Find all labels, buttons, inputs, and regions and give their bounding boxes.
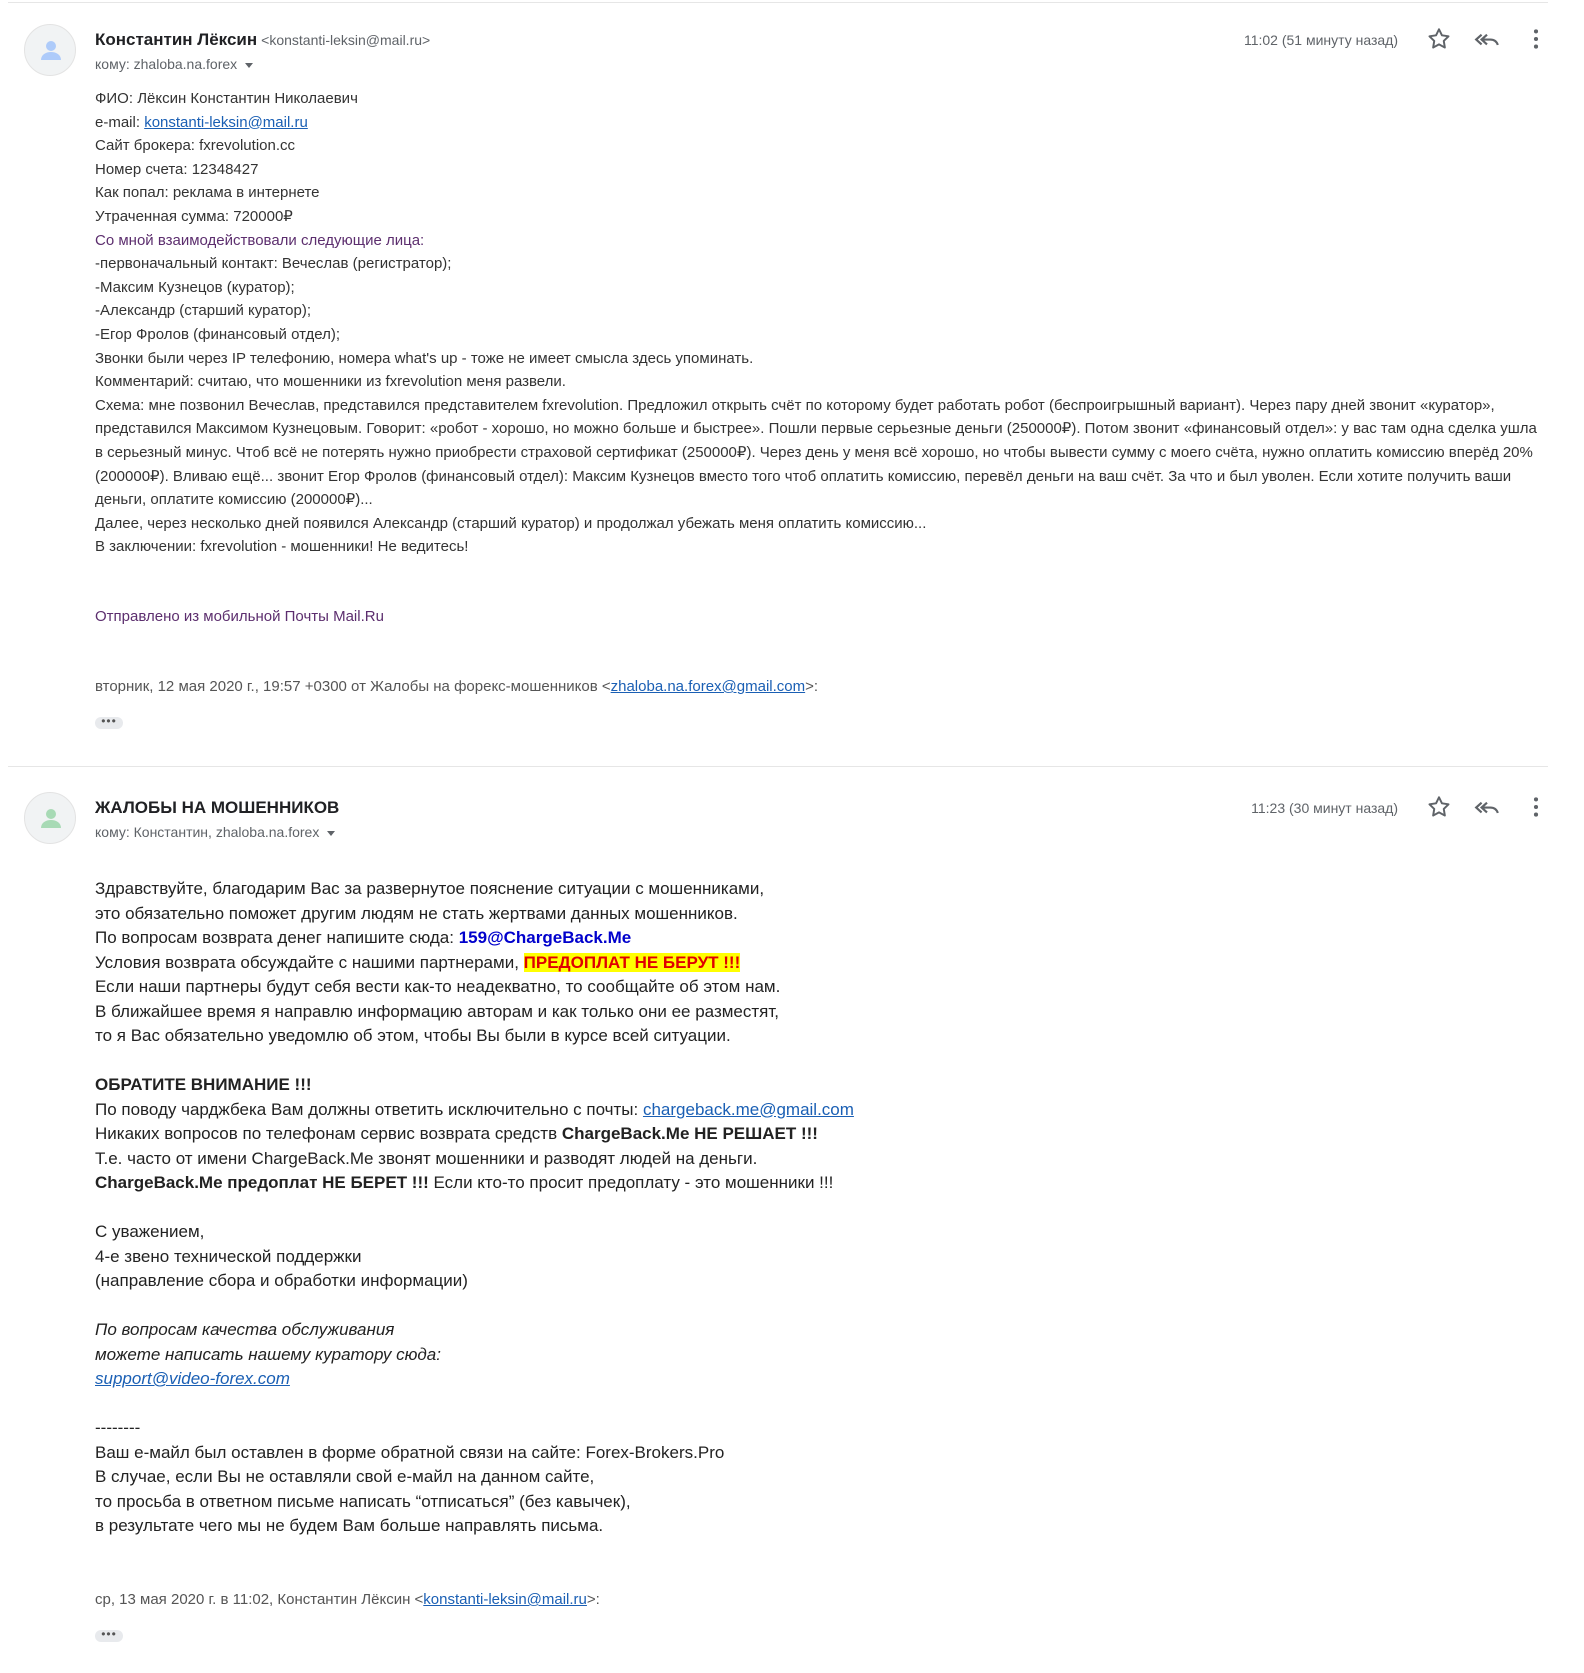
mail-signature: Отправлено из мобильной Почты Mail.Ru [95, 608, 384, 625]
body-line: Сайт брокера: fxrevolution.cc [95, 137, 296, 155]
chargeback-email-link[interactable]: chargeback.me@gmail.com [642, 1099, 854, 1119]
avatar[interactable] [24, 24, 76, 76]
body-line: По поводу чарджбека Вам должны ответить исключительно с почты: chargeback.me@gmail.com [95, 1099, 854, 1119]
body-line: Утраченная сумма: 720000₽ [95, 207, 293, 225]
chevron-down-icon[interactable] [327, 831, 335, 836]
recipients[interactable] [95, 824, 335, 840]
person-icon [39, 38, 63, 62]
body-line: Далее, через несколько дней появился Александр (старший куратор) и продолжал убежать меня оплатить комиссию... [95, 514, 927, 532]
body-line: то я Вас обязательно уведомлю об этом, чтобы Вы были в курсе всей ситуации. [95, 1026, 731, 1045]
body-line: то просьба в ответном письме написать “отписаться” (без кавычек), [95, 1491, 631, 1511]
body-line: e-mail: konstanti-leksin@mail.ru [95, 113, 308, 131]
body-line: в результате чего мы не будем Вам больше направлять письма. [95, 1516, 604, 1535]
message-1-body [95, 87, 1545, 559]
body-paragraph: Схема: мне позвонил Вечеслав, представился представителем fxrevolution. Предложил открыть счёт по которому будет работать робот (беспроигрышный вариант). Через пару дней звонит «куратор», представился Максимом Кузнецовым. Говорит: «робот - хорошо, но можно больше и быстрее». Пошли первые серьезные деньги (250000₽). Потом звонит «финансовый отдел»: у вас там одна сделка ушла в серьезный минус. Чтоб всё не потерять нужно приобрести страховой сертификат (250000₽). Через день у меня всё хорошо, но чтобы вывести сумму с моего счёта, нужно оплатить комиссию вперёд 20% (200000₽). Вливаю ещё... звонит Егор Фролов (финансовый отдел): Максим Кузнецов вместо того чтоб оплатить комиссию, перевёл деньги на ваш счёт. За что и был уволен. Если хотите получить ваши деньги, оплатите комиссию (200000₽)... [95, 396, 1537, 509]
body-line: Условия возврата обсуждайте с нашими партнерами, ПРЕДОПЛАТ НЕ БЕРУТ !!! [95, 952, 741, 972]
body-line: -первоначальный контакт: Вечеслав (регистратор); [95, 255, 452, 273]
body-line: По вопросам возврата денег напишите сюда: 159@ChargeBack.Me [95, 928, 632, 947]
support-email-link[interactable]: support@video-forex.com [95, 1369, 290, 1388]
quoted-email-link[interactable]: konstanti-leksin@mail.ru [423, 1591, 587, 1608]
body-line: Со мной взаимодействовали следующие лица: [95, 231, 425, 249]
more-vert-icon[interactable] [1523, 794, 1549, 820]
body-line: По вопросам качества обслуживания [95, 1320, 395, 1339]
star-icon[interactable] [1426, 26, 1452, 52]
person-icon [39, 806, 63, 830]
recipients-label: кому: Константин, zhaloba.na.forex [95, 824, 320, 840]
more-vert-icon[interactable] [1523, 26, 1549, 52]
timestamp: 11:23 (30 минут назад) [1251, 800, 1398, 816]
reply-all-icon[interactable] [1474, 26, 1500, 52]
recipients-label: кому: zhaloba.na.forex [95, 56, 238, 72]
chargeback-contact: 159@ChargeBack.Me [458, 928, 632, 947]
body-line: можете написать нашему куратору сюда: [95, 1344, 441, 1364]
show-trimmed-button[interactable]: ••• [95, 717, 123, 729]
warning-highlight: ПРЕДОПЛАТ НЕ БЕРУТ !!! [523, 952, 741, 972]
avatar[interactable] [24, 792, 76, 844]
body-line: Никаких вопросов по телефонам сервис возврата средств ChargeBack.Me НЕ РЕШАЕТ !!! [95, 1124, 818, 1143]
body-line: ChargeBack.Me предоплат НЕ БЕРЕТ !!! Если кто-то просит предоплату - это мошенники !!! [95, 1173, 834, 1192]
attention-heading: ОБРАТИТЕ ВНИМАНИЕ !!! [95, 1075, 312, 1094]
show-trimmed-button[interactable]: ••• [95, 1630, 123, 1642]
body-line: -------- [95, 1418, 141, 1437]
body-line: -Александр (старший куратор); [95, 302, 312, 320]
recipients[interactable] [95, 56, 253, 72]
body-line: -Максим Кузнецов (куратор); [95, 278, 295, 296]
sender-name: Константин Лёксин [95, 30, 258, 49]
sender-name[interactable]: ЖАЛОБЫ НА МОШЕННИКОВ [95, 798, 340, 817]
body-line: С уважением, [95, 1222, 205, 1241]
message-divider [8, 766, 1548, 767]
body-line: В заключении: fxrevolution - мошенники! Не ведитесь! [95, 538, 469, 556]
reply-all-icon[interactable] [1474, 794, 1500, 820]
body-line: Т.е. часто от имени ChargeBack.Me звонят мошенники и разводят людей на деньги. [95, 1148, 758, 1168]
top-divider [8, 2, 1548, 3]
body-line: Здравствуйте, благодарим Вас за развернутое пояснение ситуации с мошенниками, [95, 879, 765, 898]
star-icon[interactable] [1426, 794, 1452, 820]
email-link[interactable]: konstanti-leksin@mail.ru [144, 113, 308, 131]
quoted-email-link[interactable]: zhaloba.na.forex@gmail.com [610, 678, 806, 695]
sender[interactable] [95, 30, 430, 50]
body-line: Как попал: реклама в интернете [95, 184, 320, 202]
body-line: 4-е звено технической поддержки [95, 1246, 362, 1266]
body-line: Номер счета: 12348427 [95, 160, 259, 178]
quoted-header: вторник, 12 мая 2020 г., 19:57 +0300 от Жалобы на форекс-мошенников <zhaloba.na.forex@gmail.com>: [95, 678, 819, 695]
body-line: В случае, если Вы не оставляли свой е-майл на данном сайте, [95, 1467, 595, 1486]
body-line: В ближайшее время я направлю информацию авторам и как только они ее разместят, [95, 1001, 780, 1021]
body-line: ФИО: Лёксин Константин Николаевич [95, 90, 358, 107]
timestamp: 11:02 (51 минуту назад) [1243, 32, 1398, 48]
body-line: Комментарий: считаю, что мошенники из fxrevolution меня развели. [95, 373, 566, 391]
sender-email: <konstanti-leksin@mail.ru> [261, 32, 431, 48]
message-2-body [95, 877, 1495, 1539]
quoted-header: ср, 13 мая 2020 г. в 11:02, Константин Лёксин <konstanti-leksin@mail.ru>: [95, 1591, 600, 1608]
body-line [95, 1367, 1495, 1392]
body-line: Звонки были через IP телефонию, номера what's up - тоже не имеет смысла здесь упоминать. [95, 349, 754, 367]
body-line: (направление сбора и обработки информации) [95, 1271, 468, 1290]
body-line: Ваш е-майл был оставлен в форме обратной связи на сайте: Forex-Brokers.Pro [95, 1442, 725, 1462]
body-line: это обязательно поможет другим людям не стать жертвами данных мошенников. [95, 903, 738, 923]
chevron-down-icon[interactable] [245, 63, 253, 68]
body-line: -Егор Фролов (финансовый отдел); [95, 325, 340, 343]
body-line: Если наши партнеры будут себя вести как-то неадекватно, то сообщайте об этом нам. [95, 977, 781, 996]
